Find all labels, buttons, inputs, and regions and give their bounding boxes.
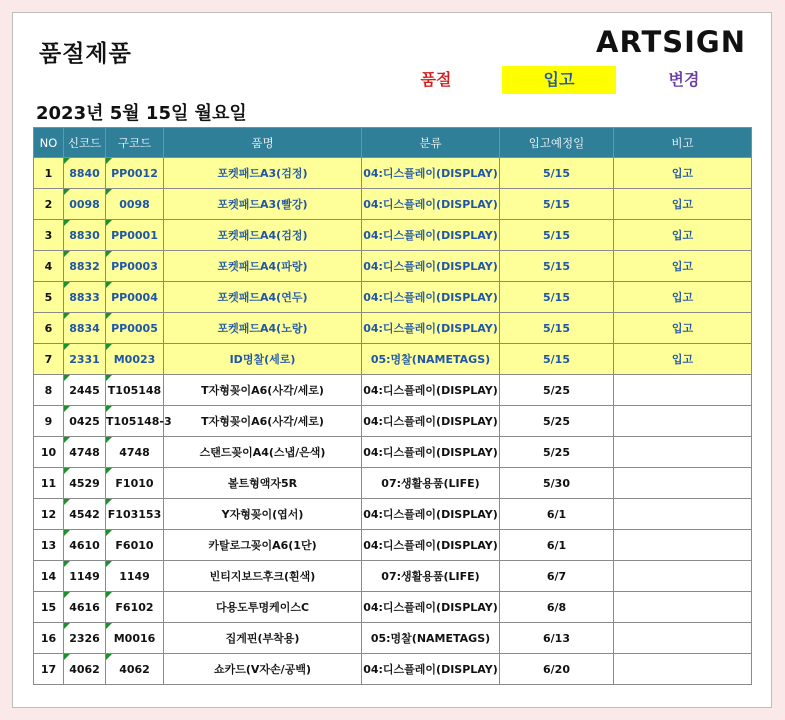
table-body (34, 158, 752, 685)
new-code-cell[interactable]: 0098 (64, 189, 106, 220)
column-header: 품명 (164, 128, 362, 158)
note-cell[interactable] (614, 468, 752, 499)
product-name-cell[interactable]: T자형꽂이A6(사각/세로) (164, 375, 362, 406)
note-cell[interactable]: 입고 (614, 344, 752, 375)
row-number-cell[interactable]: 5 (34, 282, 64, 313)
legend-soldout: 품절 (420, 70, 452, 89)
row-number-cell[interactable]: 12 (34, 499, 64, 530)
product-name-cell[interactable]: T자형꽂이A6(사각/세로) (164, 406, 362, 437)
row-number-cell[interactable]: 17 (34, 654, 64, 685)
row-number-cell[interactable]: 8 (34, 375, 64, 406)
expected-date-cell[interactable]: 6/8 (500, 592, 614, 623)
expected-date-cell[interactable]: 5/15 (500, 158, 614, 189)
table-row[interactable] (34, 375, 752, 406)
category-cell[interactable]: 04:디스플레이(DISPLAY) (362, 282, 500, 313)
product-name-cell[interactable]: 다용도투명케이스C (164, 592, 362, 623)
row-number-cell[interactable]: 13 (34, 530, 64, 561)
table-row[interactable] (34, 406, 752, 437)
table-row[interactable] (34, 592, 752, 623)
note-cell[interactable] (614, 561, 752, 592)
product-name-cell[interactable]: 집게핀(부착용) (164, 623, 362, 654)
expected-date-cell[interactable]: 5/15 (500, 251, 614, 282)
report-date: 2023년 5월 15일 월요일 (36, 103, 247, 124)
expected-date-cell[interactable]: 6/13 (500, 623, 614, 654)
old-code-cell[interactable]: PP0005 (106, 313, 164, 344)
old-code-cell[interactable]: 1149 (106, 561, 164, 592)
table-header-row (34, 128, 752, 158)
table-row[interactable] (34, 282, 752, 313)
old-code-cell[interactable]: PP0012 (106, 158, 164, 189)
column-header: 비고 (614, 128, 752, 158)
expected-date-cell[interactable]: 5/25 (500, 437, 614, 468)
new-code-cell[interactable]: 8840 (64, 158, 106, 189)
column-header: 구코드 (106, 128, 164, 158)
product-name-cell[interactable]: 볼트형액자5R (164, 468, 362, 499)
new-code-cell[interactable]: 4542 (64, 499, 106, 530)
table-row[interactable] (34, 468, 752, 499)
new-code-cell[interactable]: 1149 (64, 561, 106, 592)
product-name-cell[interactable]: ID명찰(세로) (164, 344, 362, 375)
product-name-cell[interactable]: 포켓패드A3(검정) (164, 158, 362, 189)
expected-date-cell[interactable]: 5/15 (500, 189, 614, 220)
new-code-cell[interactable]: 2445 (64, 375, 106, 406)
expected-date-cell[interactable]: 5/15 (500, 282, 614, 313)
new-code-cell[interactable]: 2331 (64, 344, 106, 375)
new-code-cell[interactable]: 8833 (64, 282, 106, 313)
old-code-cell[interactable]: PP0004 (106, 282, 164, 313)
note-cell[interactable]: 입고 (614, 220, 752, 251)
product-name-cell[interactable]: 포켓패드A4(노랑) (164, 313, 362, 344)
row-number-cell[interactable]: 14 (34, 561, 64, 592)
note-cell[interactable] (614, 654, 752, 685)
table-row[interactable] (34, 344, 752, 375)
table-row[interactable] (34, 313, 752, 344)
table-row[interactable] (34, 189, 752, 220)
note-cell[interactable]: 입고 (614, 189, 752, 220)
expected-date-cell[interactable]: 5/30 (500, 468, 614, 499)
note-cell[interactable] (614, 499, 752, 530)
table-row[interactable] (34, 654, 752, 685)
old-code-cell[interactable]: T105148-3 (106, 406, 164, 437)
category-cell[interactable]: 04:디스플레이(DISPLAY) (362, 437, 500, 468)
expected-date-cell[interactable]: 5/25 (500, 406, 614, 437)
category-cell[interactable]: 04:디스플레이(DISPLAY) (362, 530, 500, 561)
table-row[interactable] (34, 251, 752, 282)
row-number-cell[interactable]: 4 (34, 251, 64, 282)
old-code-cell[interactable]: F6102 (106, 592, 164, 623)
old-code-cell[interactable]: M0023 (106, 344, 164, 375)
note-cell[interactable]: 입고 (614, 158, 752, 189)
row-number-cell[interactable]: 10 (34, 437, 64, 468)
new-code-cell[interactable]: 4062 (64, 654, 106, 685)
old-code-cell[interactable]: PP0003 (106, 251, 164, 282)
category-cell[interactable]: 05:명찰(NAMETAGS) (362, 623, 500, 654)
note-cell[interactable]: 입고 (614, 251, 752, 282)
category-cell[interactable]: 04:디스플레이(DISPLAY) (362, 499, 500, 530)
product-name-cell[interactable]: 포켓패드A4(파랑) (164, 251, 362, 282)
column-header: 분류 (362, 128, 500, 158)
table-row[interactable] (34, 623, 752, 654)
old-code-cell[interactable]: 4062 (106, 654, 164, 685)
product-name-cell[interactable]: 카탈로그꽂이A6(1단) (164, 530, 362, 561)
note-cell[interactable] (614, 530, 752, 561)
old-code-cell[interactable]: F103153 (106, 499, 164, 530)
product-name-cell[interactable]: 포켓패드A4(검정) (164, 220, 362, 251)
new-code-cell[interactable]: 2326 (64, 623, 106, 654)
category-cell[interactable]: 04:디스플레이(DISPLAY) (362, 251, 500, 282)
expected-date-cell[interactable]: 5/15 (500, 313, 614, 344)
legend-incoming: 입고 (502, 66, 616, 94)
expected-date-cell[interactable]: 6/7 (500, 561, 614, 592)
row-number-cell[interactable]: 6 (34, 313, 64, 344)
category-cell[interactable]: 04:디스플레이(DISPLAY) (362, 592, 500, 623)
new-code-cell[interactable]: 0425 (64, 406, 106, 437)
category-cell[interactable]: 04:디스플레이(DISPLAY) (362, 220, 500, 251)
row-number-cell[interactable]: 9 (34, 406, 64, 437)
table-row[interactable] (34, 158, 752, 189)
note-cell[interactable]: 입고 (614, 313, 752, 344)
old-code-cell[interactable]: PP0001 (106, 220, 164, 251)
soldout-table (33, 127, 752, 685)
old-code-cell[interactable]: 0098 (106, 189, 164, 220)
note-cell[interactable] (614, 592, 752, 623)
page-title: 품절제품 (39, 41, 132, 67)
new-code-cell[interactable]: 8834 (64, 313, 106, 344)
expected-date-cell[interactable]: 5/25 (500, 375, 614, 406)
category-cell[interactable]: 04:디스플레이(DISPLAY) (362, 375, 500, 406)
row-number-cell[interactable]: 1 (34, 158, 64, 189)
column-header: NO (34, 128, 64, 158)
new-code-cell[interactable]: 4616 (64, 592, 106, 623)
category-cell[interactable]: 04:디스플레이(DISPLAY) (362, 158, 500, 189)
row-number-cell[interactable]: 11 (34, 468, 64, 499)
note-cell[interactable]: 입고 (614, 282, 752, 313)
note-cell[interactable] (614, 437, 752, 468)
expected-date-cell[interactable]: 6/1 (500, 530, 614, 561)
expected-date-cell[interactable]: 6/20 (500, 654, 614, 685)
category-cell[interactable]: 04:디스플레이(DISPLAY) (362, 654, 500, 685)
column-header: 입고예정일 (500, 128, 614, 158)
category-cell[interactable]: 07:생활용품(LIFE) (362, 561, 500, 592)
old-code-cell[interactable]: F1010 (106, 468, 164, 499)
category-cell[interactable]: 07:생활용품(LIFE) (362, 468, 500, 499)
product-name-cell[interactable]: 스탠드꽂이A4(스냅/은색) (164, 437, 362, 468)
category-cell[interactable]: 04:디스플레이(DISPLAY) (362, 406, 500, 437)
product-name-cell[interactable]: Y자형꽂이(엽서) (164, 499, 362, 530)
row-number-cell[interactable]: 16 (34, 623, 64, 654)
product-name-cell[interactable]: 포켓패드A3(빨강) (164, 189, 362, 220)
row-number-cell[interactable]: 3 (34, 220, 64, 251)
table-row[interactable] (34, 220, 752, 251)
category-cell[interactable]: 04:디스플레이(DISPLAY) (362, 189, 500, 220)
expected-date-cell[interactable]: 5/15 (500, 344, 614, 375)
row-number-cell[interactable]: 7 (34, 344, 64, 375)
expected-date-cell[interactable]: 5/15 (500, 220, 614, 251)
old-code-cell[interactable]: M0016 (106, 623, 164, 654)
note-cell[interactable] (614, 623, 752, 654)
product-name-cell[interactable]: 쇼카드(V자손/공백) (164, 654, 362, 685)
spreadsheet-sheet (12, 12, 772, 708)
category-cell[interactable]: 04:디스플레이(DISPLAY) (362, 313, 500, 344)
product-name-cell[interactable]: 포켓패드A4(연두) (164, 282, 362, 313)
new-code-cell[interactable]: 8832 (64, 251, 106, 282)
old-code-cell[interactable]: T105148 (106, 375, 164, 406)
row-number-cell[interactable]: 15 (34, 592, 64, 623)
new-code-cell[interactable]: 4748 (64, 437, 106, 468)
table-row[interactable] (34, 499, 752, 530)
note-cell[interactable] (614, 406, 752, 437)
brand-logo: ARTSIGN (596, 25, 747, 59)
expected-date-cell[interactable]: 6/1 (500, 499, 614, 530)
category-cell[interactable]: 05:명찰(NAMETAGS) (362, 344, 500, 375)
legend-changed: 변경 (668, 70, 700, 89)
note-cell[interactable] (614, 375, 752, 406)
table-row[interactable] (34, 561, 752, 592)
table-row[interactable] (34, 437, 752, 468)
product-name-cell[interactable]: 빈티지보드후크(흰색) (164, 561, 362, 592)
column-header: 신코드 (64, 128, 106, 158)
new-code-cell[interactable]: 4529 (64, 468, 106, 499)
old-code-cell[interactable]: 4748 (106, 437, 164, 468)
new-code-cell[interactable]: 8830 (64, 220, 106, 251)
new-code-cell[interactable]: 4610 (64, 530, 106, 561)
row-number-cell[interactable]: 2 (34, 189, 64, 220)
table-row[interactable] (34, 530, 752, 561)
old-code-cell[interactable]: F6010 (106, 530, 164, 561)
